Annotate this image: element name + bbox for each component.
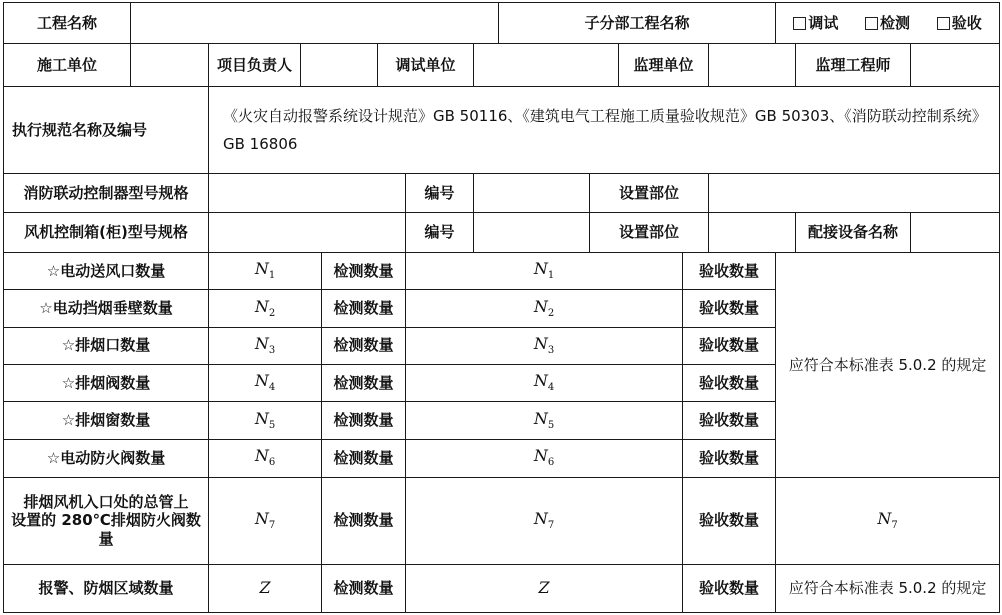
fan-box-location-label: 设置部位 — [590, 212, 709, 252]
standards-text: 《火灾自动报警系统设计规范》GB 50116、《建筑电气工程施工质量验收规范》GB 50303、《消防联动控制系统》GB 16806 — [209, 86, 1000, 174]
construction-unit-value[interactable] — [131, 44, 209, 86]
item-name: ☆电动挡烟垂壁数量 — [4, 290, 209, 327]
accept-quantity-label: 验收数量 — [683, 290, 776, 327]
option-commissioning[interactable]: 调试 — [793, 14, 838, 33]
commissioning-unit-label: 调试单位 — [378, 44, 474, 86]
commissioning-unit-value[interactable] — [474, 44, 619, 86]
controller-location-value[interactable] — [709, 174, 1000, 212]
check-symbol: $N_3$ — [406, 327, 683, 364]
accept-quantity-label: 验收数量 — [683, 364, 776, 401]
standards-label: 执行规范名称及编号 — [4, 86, 209, 174]
accept-quantity-label: 验收数量 — [683, 439, 776, 477]
fan-box-model-value[interactable] — [209, 212, 406, 252]
check-quantity-label: 检测数量 — [322, 253, 406, 290]
item-name: ☆电动送风口数量 — [4, 253, 209, 290]
linked-equipment-value[interactable] — [911, 212, 1000, 252]
accept-rule-text: 应符合本标准表 5.0.2 的规定 — [776, 564, 1000, 612]
fan-box-location-value[interactable] — [709, 212, 796, 252]
accept-symbol: $N_7$ — [776, 477, 1000, 564]
accept-quantity-label: 验收数量 — [683, 402, 776, 439]
project-name-value[interactable] — [131, 3, 499, 44]
total-symbol: $N_4$ — [209, 364, 322, 401]
check-symbol: $N_2$ — [406, 290, 683, 327]
item-name: ☆排烟阀数量 — [4, 364, 209, 401]
supervision-engineer-value[interactable] — [911, 44, 1000, 86]
check-quantity-label: 检测数量 — [322, 564, 406, 612]
total-symbol: $N_5$ — [209, 402, 322, 439]
total-symbol: $N_2$ — [209, 290, 322, 327]
check-quantity-label: 检测数量 — [322, 364, 406, 401]
accept-quantity-label: 验收数量 — [683, 564, 776, 612]
item-name: ☆电动防火阀数量 — [4, 439, 209, 477]
supervision-unit-label: 监理单位 — [619, 44, 709, 86]
check-symbol: Z — [406, 564, 683, 612]
check-quantity-label: 检测数量 — [322, 327, 406, 364]
table-row — [4, 253, 1000, 290]
project-leader-value[interactable] — [301, 44, 378, 86]
option-testing[interactable]: 检测 — [865, 14, 910, 33]
fan-box-number-label: 编号 — [406, 212, 474, 252]
project-name-label: 工程名称 — [4, 3, 131, 44]
check-symbol: $N_7$ — [406, 477, 683, 564]
project-leader-label: 项目负责人 — [209, 44, 301, 86]
total-symbol: $N_1$ — [209, 253, 322, 290]
construction-unit-label: 施工单位 — [4, 44, 131, 86]
table-row — [4, 477, 1000, 564]
item-name: ☆排烟口数量 — [4, 327, 209, 364]
option-acceptance[interactable]: 验收 — [937, 14, 982, 33]
controller-model-label: 消防联动控制器型号规格 — [4, 174, 209, 212]
accept-quantity-label: 验收数量 — [683, 477, 776, 564]
total-symbol: Z — [209, 564, 322, 612]
checkbox-icon[interactable] — [865, 17, 878, 30]
inspection-type-options — [776, 3, 1000, 44]
check-symbol: $N_5$ — [406, 402, 683, 439]
checkbox-icon[interactable] — [793, 17, 806, 30]
supervision-engineer-label: 监理工程师 — [796, 44, 911, 86]
check-quantity-label: 检测数量 — [322, 290, 406, 327]
linked-equipment-label: 配接设备名称 — [796, 212, 911, 252]
alarm-zone-item: 报警、防烟区域数量 — [4, 564, 209, 612]
item-name: ☆排烟窗数量 — [4, 402, 209, 439]
accept-quantity-label: 验收数量 — [683, 253, 776, 290]
fire-damper-item: 排烟风机入口处的总管上 设置的 280℃排烟防火阀数量 — [4, 477, 209, 564]
checkbox-icon[interactable] — [937, 17, 950, 30]
check-quantity-label: 检测数量 — [322, 439, 406, 477]
controller-location-label: 设置部位 — [590, 174, 709, 212]
check-quantity-label: 检测数量 — [322, 477, 406, 564]
total-symbol: $N_7$ — [209, 477, 322, 564]
accept-rule-text: 应符合本标准表 5.0.2 的规定 — [776, 253, 1000, 478]
check-symbol: $N_4$ — [406, 364, 683, 401]
check-quantity-label: 检测数量 — [322, 402, 406, 439]
controller-number-label: 编号 — [406, 174, 474, 212]
check-symbol: $N_6$ — [406, 439, 683, 477]
fan-box-number-value[interactable] — [474, 212, 590, 252]
total-symbol: $N_6$ — [209, 439, 322, 477]
inspection-table — [3, 2, 1000, 613]
supervision-unit-value[interactable] — [709, 44, 796, 86]
check-symbol: $N_1$ — [406, 253, 683, 290]
accept-quantity-label: 验收数量 — [683, 327, 776, 364]
sub-project-label: 子分部工程名称 — [499, 3, 776, 44]
fan-box-model-label: 风机控制箱(柜)型号规格 — [4, 212, 209, 252]
table-row — [4, 564, 1000, 612]
total-symbol: $N_3$ — [209, 327, 322, 364]
controller-model-value[interactable] — [209, 174, 406, 212]
controller-number-value[interactable] — [474, 174, 590, 212]
